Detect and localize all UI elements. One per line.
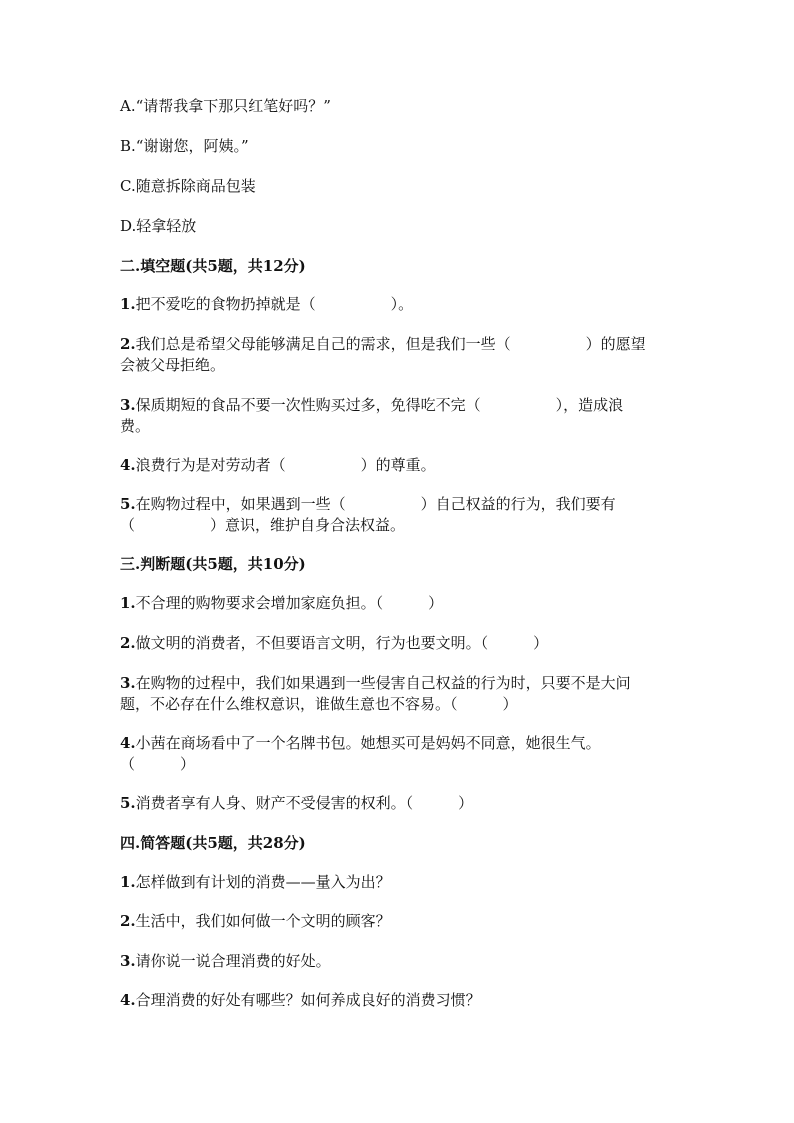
- question-number: 4.: [120, 456, 136, 474]
- true-false-question-1: [120, 593, 680, 614]
- section-heading-short-answer: 四.简答题(共5题，共28分): [120, 834, 306, 852]
- question-text: 请你说一说合理消费的好处。: [135, 952, 331, 970]
- true-false-question-3-line-1: [120, 673, 680, 694]
- fill-blank-question-1: [120, 294, 680, 315]
- question-text: 消费者享有人身、财产不受侵害的权利。（ ）: [135, 794, 474, 812]
- option-b: B.“谢谢您，阿姨。”: [120, 137, 249, 155]
- question-number: 1.: [120, 594, 136, 612]
- section-heading-true-false: 三.判断题(共5题，共10分): [120, 555, 306, 573]
- question-number: 2.: [120, 634, 136, 652]
- fill-blank-question-3-line-2: 费。: [120, 417, 151, 435]
- question-number: 5.: [120, 495, 136, 513]
- short-answer-question-1: [120, 872, 680, 893]
- question-text: 在购物的过程中，我们如果遇到一些侵害自己权益的行为时，只要不是大问: [135, 674, 631, 692]
- option-a: A.“请帮我拿下那只红笔好吗？”: [120, 97, 331, 115]
- option-c: C.随意拆除商品包装: [120, 177, 256, 195]
- question-number: 3.: [120, 952, 136, 970]
- question-number: 2.: [120, 335, 136, 353]
- fill-blank-question-3-line-1: [120, 395, 680, 416]
- question-number: 1.: [120, 295, 136, 313]
- question-text: 生活中，我们如何做一个文明的顾客？: [135, 912, 391, 930]
- question-text: 合理消费的好处有哪些？如何养成良好的消费习惯？: [135, 991, 481, 1009]
- question-text: 小茜在商场看中了一个名牌书包。她想买可是妈妈不同意，她很生气。: [135, 734, 601, 752]
- section-heading-fill-blank: 二.填空题(共5题，共12分): [120, 257, 306, 275]
- true-false-question-3-line-2: 题，不必存在什么维权意识，谁做生意也不容易。（ ）: [120, 695, 518, 713]
- fill-blank-question-2-line-2: 会被父母拒绝。: [120, 356, 226, 374]
- question-text: 把不爱吃的食物扔掉就是（ ）。: [135, 295, 414, 313]
- question-text: 不合理的购物要求会增加家庭负担。（ ）: [135, 594, 444, 612]
- fill-blank-question-4: [120, 455, 680, 476]
- question-number: 3.: [120, 396, 136, 414]
- fill-blank-question-2-line-1: [120, 334, 680, 355]
- true-false-question-4-line-2: （ ）: [120, 755, 196, 773]
- question-number: 3.: [120, 674, 136, 692]
- short-answer-question-3: [120, 951, 680, 972]
- question-text: 我们总是希望父母能够满足自己的需求，但是我们一些（ ）的愿望: [135, 335, 646, 353]
- question-text: 在购物过程中，如果遇到一些（ ）自己权益的行为，我们要有: [135, 495, 616, 513]
- fill-blank-question-5-line-1: [120, 494, 680, 515]
- question-text: 怎样做到有计划的消费——量入为出？: [135, 873, 391, 891]
- question-text: 浪费行为是对劳动者（ ）的尊重。: [135, 456, 436, 474]
- true-false-question-4-line-1: [120, 733, 680, 754]
- short-answer-question-2: [120, 911, 680, 932]
- question-number: 5.: [120, 794, 136, 812]
- true-false-question-5: [120, 793, 680, 814]
- question-number: 4.: [120, 734, 136, 752]
- true-false-question-2: [120, 633, 680, 654]
- question-number: 1.: [120, 873, 136, 891]
- question-text: 保质期短的食品不要一次性购买过多，免得吃不完（ ），造成浪: [135, 396, 624, 414]
- question-number: 2.: [120, 912, 136, 930]
- short-answer-question-4: [120, 990, 680, 1011]
- option-d: D.轻拿轻放: [120, 217, 197, 235]
- question-number: 4.: [120, 991, 136, 1009]
- question-text: 做文明的消费者，不但要语言文明，行为也要文明。（ ）: [135, 634, 549, 652]
- fill-blank-question-5-line-2: （ ）意识，维护自身合法权益。: [120, 516, 406, 534]
